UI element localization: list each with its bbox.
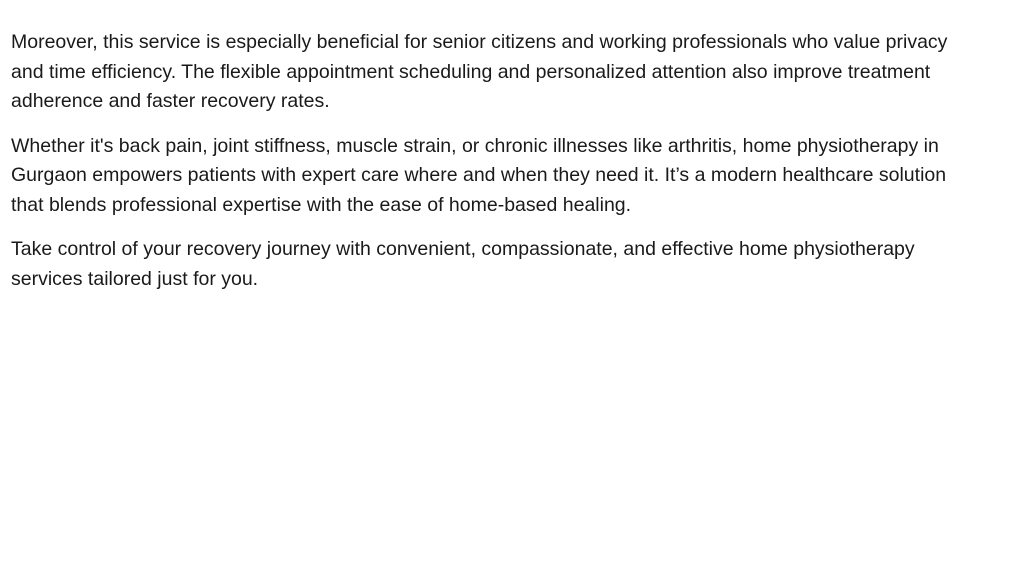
document-body [11,28,971,309]
paragraph-service-benefits: Moreover, this service is especially beneficial for senior citizens and working professionals who value privacy and time efficiency. The flexible appointment scheduling and personalized attention also improve treatment adherence and faster recovery rates. [11,31,948,112]
paragraph-conditions-treated: Whether it's back pain, joint stiffness, muscle strain, or chronic illnesses like arthritis, home physiotherapy in Gurgaon empowers patients with expert care where and when they need it. It’s a modern healthcare solution that blends professional expertise with the ease of home-based healing. [11,134,947,216]
paragraph-call-to-action: Take control of your recovery journey with convenient, compassionate, and effective home physiotherapy services tailored just for you. [11,238,915,290]
